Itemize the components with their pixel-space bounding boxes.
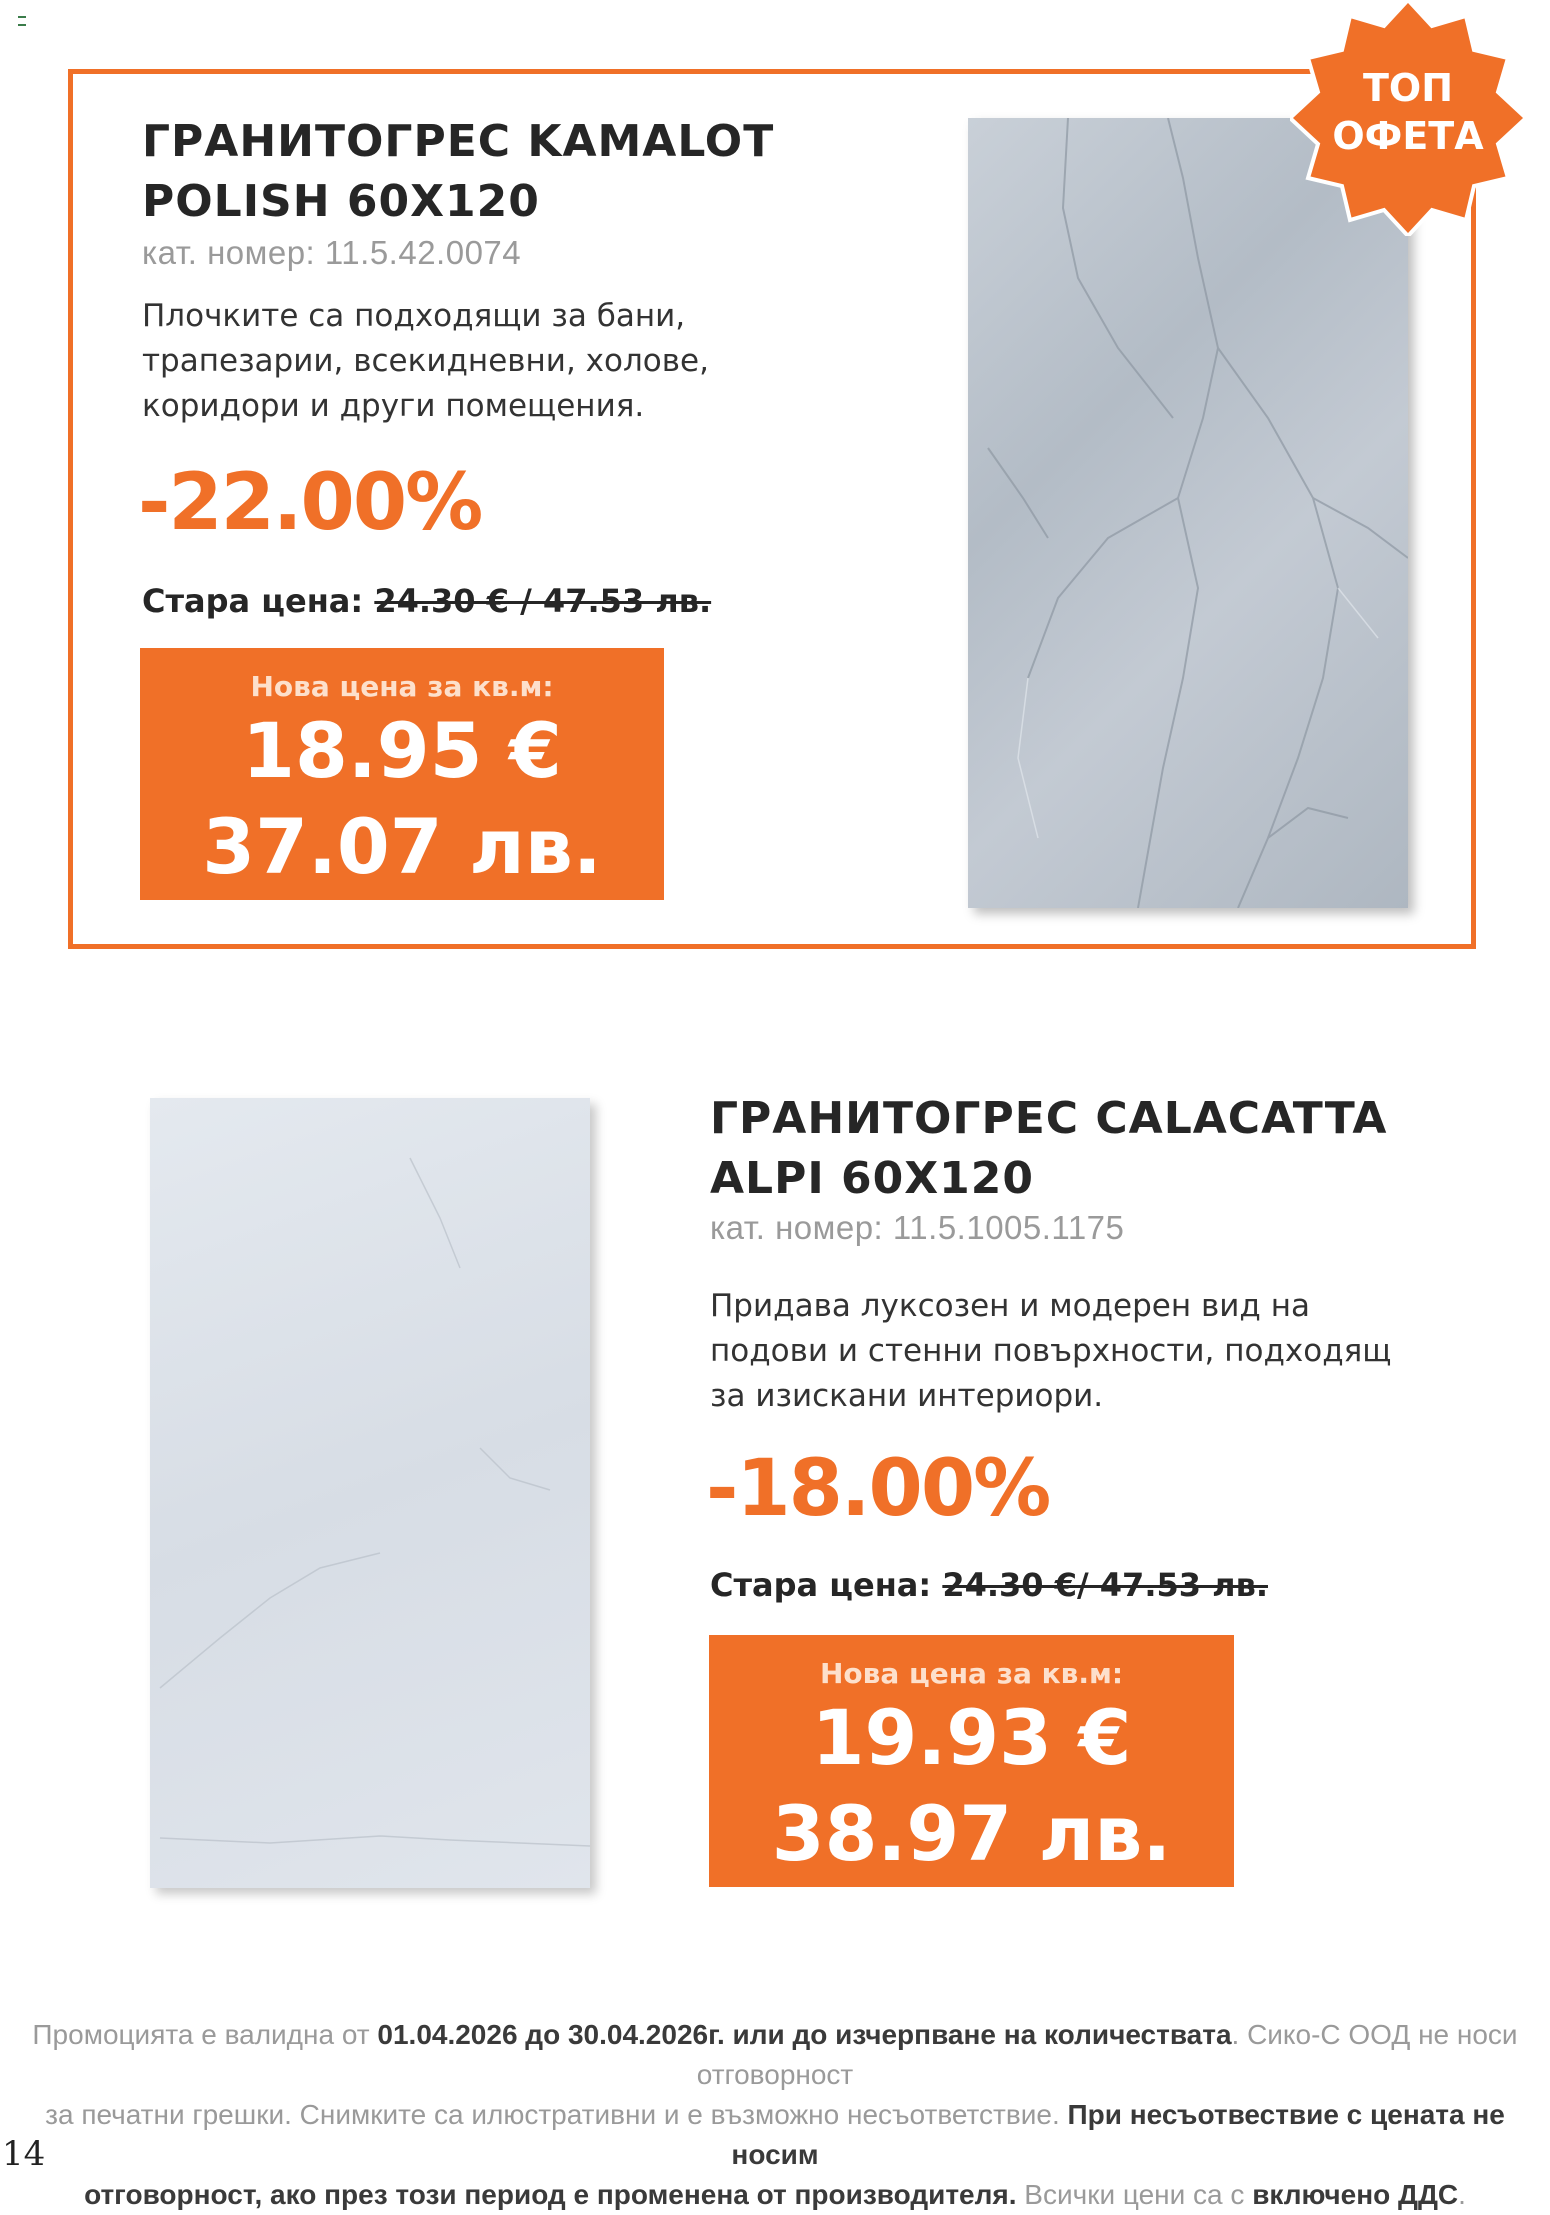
disclaimer-bold: При несъотвествие с цената не носим [731, 2099, 1505, 2170]
badge-line1: ТОП [1362, 66, 1454, 110]
product-1-old-price-value: 24.30 € / 47.53 лв. [374, 582, 712, 620]
disclaimer-text: . [1458, 2179, 1466, 2210]
product-2-discount: -18.00% [706, 1444, 1050, 1534]
product-1-title-line1: ГРАНИТОГРЕС KAMALOT [142, 116, 775, 167]
product-2-description [710, 1284, 1450, 1419]
badge-line2: ОФЕТА [1332, 114, 1484, 158]
disclaimer-text: . Сико-С ООД не носи отговорност [696, 2019, 1518, 2090]
product-1-new-price-label: Нова цена за кв.м: [250, 670, 554, 703]
product-2-tile-image [150, 1098, 590, 1888]
top-offer-badge-text [1290, 64, 1526, 160]
product-2-desc-line: подови и стенни повърхности, подходящ [710, 1333, 1392, 1369]
vat-included: включено ДДС [1252, 2179, 1459, 2210]
product-1-title-line2: POLISH 60X120 [142, 176, 540, 227]
disclaimer-text: Всички цени са с [1016, 2179, 1253, 2210]
disclaimer-line2 [0, 2095, 1550, 2175]
product-1-title [142, 112, 842, 232]
product-2-title [710, 1089, 1450, 1209]
corner-mark [18, 16, 26, 26]
promo-disclaimer [0, 2015, 1550, 2215]
product-2-title-line1: ГРАНИТОГРЕС CALACATTA [710, 1093, 1388, 1144]
validity-period: 01.04.2026 до 30.04.2026г. или до изчерпване на количествата [377, 2019, 1232, 2050]
product-1-price-bgn: 37.07 лв. [202, 802, 602, 891]
product-1-old-price [142, 582, 711, 620]
product-2-old-price-value: 24.30 €/ 47.53 лв. [942, 1566, 1268, 1604]
marble-veins [150, 1098, 590, 1888]
product-1-discount: -22.00% [138, 458, 482, 548]
product-1-old-price-label: Стара цена: [142, 582, 364, 620]
product-1-description [142, 294, 862, 429]
disclaimer-line3 [0, 2175, 1550, 2215]
product-2-catalog-number: кат. номер: 11.5.1005.1175 [710, 1209, 1125, 1246]
disclaimer-bold: отговорност, ако през този период е променена от производителя. [84, 2179, 1017, 2210]
product-1-tile-image [968, 118, 1408, 908]
product-1-price-eur: 18.95 € [242, 706, 562, 795]
product-2-desc-line: за изискани интериори. [710, 1378, 1104, 1414]
product-1-catalog-number: кат. номер: 11.5.42.0074 [142, 234, 522, 271]
product-2-price-eur: 19.93 € [811, 1693, 1132, 1782]
product-2-desc-line: Придава луксозен и модерен вид на [710, 1288, 1310, 1324]
disclaimer-line1 [0, 2015, 1550, 2095]
page-number: 14 [2, 2134, 46, 2174]
marble-veins [968, 118, 1408, 908]
product-1-price-box [140, 648, 664, 900]
disclaimer-text: за печатни грешки. Снимките са илюстративни и е възможно несъответствие. [45, 2099, 1068, 2130]
product-1-desc-line: Плочките са подходящи за бани, [142, 298, 686, 334]
product-2-old-price [710, 1566, 1268, 1604]
product-1-desc-line: коридори и други помещения. [142, 388, 645, 424]
disclaimer-text: Промоцията е валидна от [32, 2019, 378, 2050]
product-2-title-line2: ALPI 60X120 [710, 1153, 1035, 1204]
product-2-new-price-label: Нова цена за кв.м: [819, 1657, 1124, 1690]
product-2-price-box [709, 1635, 1234, 1887]
product-1-desc-line: трапезарии, всекидневни, холове, [142, 343, 709, 379]
product-2-price-bgn: 38.97 лв. [771, 1789, 1172, 1878]
product-2-old-price-label: Стара цена: [710, 1566, 932, 1604]
